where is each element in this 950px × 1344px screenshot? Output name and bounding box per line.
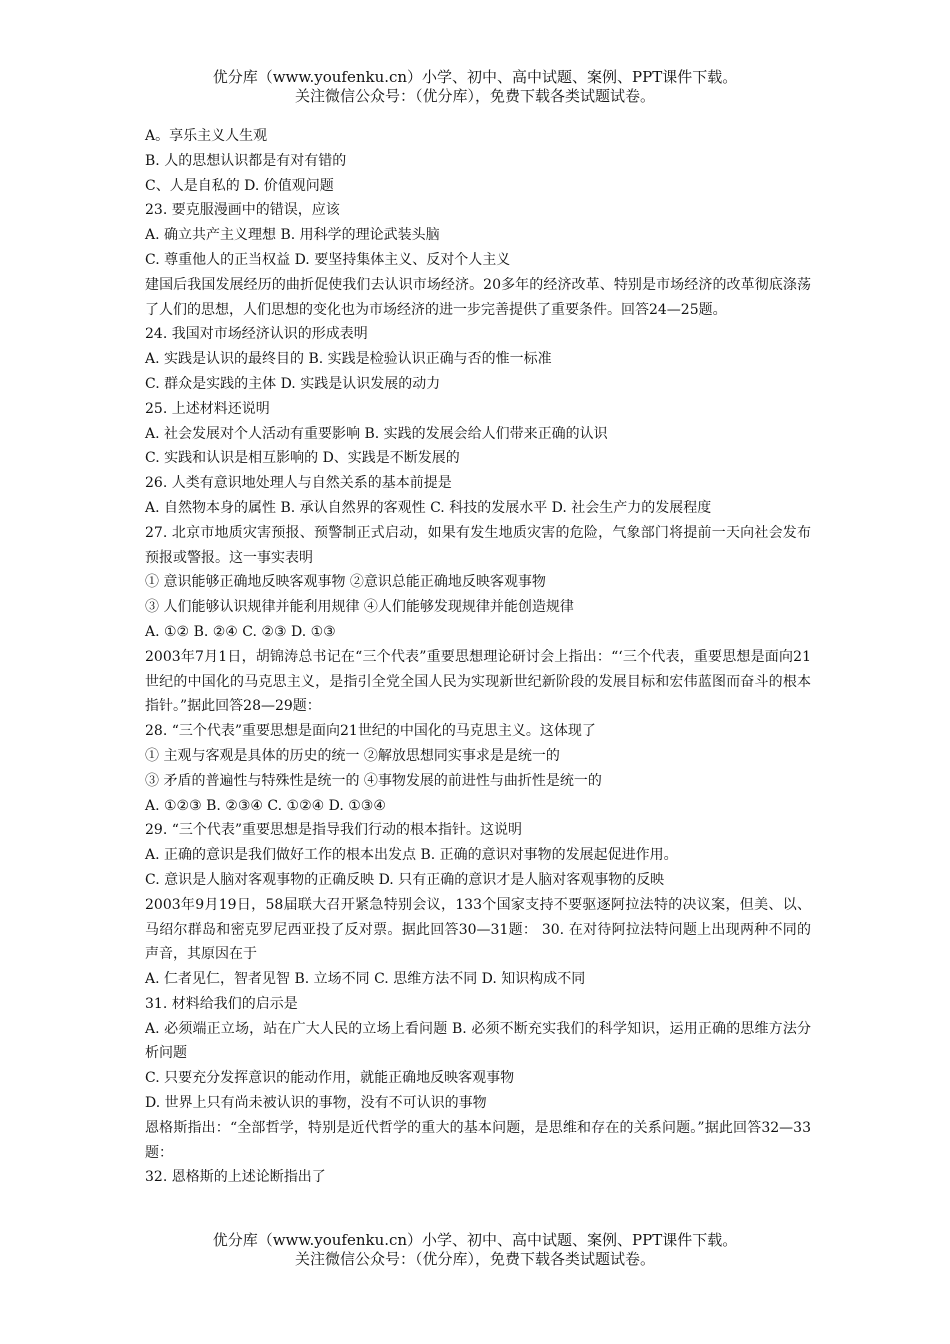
header-line-1: 优分库（www.youfenku.cn）小学、初中、高中试题、案例、PPT课件下载。 bbox=[212, 68, 738, 86]
question-27: 27. 北京市地质灾害预报、预警制正式启动，如果有发生地质灾害的危险，气象部门将提前一天向社会发布预报或警报。这一事实表明 bbox=[145, 524, 811, 566]
question-23: 23. 要克服漫画中的错误，应该 bbox=[145, 202, 340, 219]
text-line: B. 人的思想认识都是有对有错的 bbox=[145, 152, 347, 169]
question-29: 29. “三个代表”重要思想是指导我们行动的根本指针。这说明 bbox=[145, 822, 523, 839]
text-line: C. 实践和认识是相互影响的 D、实践是不断发展的 bbox=[145, 450, 460, 467]
text-line: C. 只要充分发挥意识的能动作用，就能正确地反映客观事物 bbox=[145, 1070, 515, 1087]
question-24: 24. 我国对市场经济认识的形成表明 bbox=[145, 326, 368, 343]
text-line: A. ①② B. ②④ C. ②③ D. ①③ bbox=[145, 623, 336, 640]
question-31: 31. 材料给我们的启示是 bbox=[145, 995, 298, 1012]
material-paragraph: 2003年9月19日，58届联大召开紧急特别会议，133个国家支持不要驱逐阿拉法特的决议案，但美、以、马绍尔群岛和密克罗尼西亚投了反对票。据此回答30—31题： 30. 在对待阿拉法特问题上出现两种不同的声音，其原因在于 bbox=[145, 896, 811, 963]
text-line: ① 意识能够正确地反映客观事物 ②意识总能正确地反映客观事物 bbox=[145, 574, 546, 591]
material-paragraph: 恩格斯指出：“全部哲学，特别是近代哲学的重大的基本问题，是思维和存在的关系问题。”据此回答32—33题： bbox=[145, 1119, 811, 1161]
text-line: ① 主观与客观是具体的历史的统一 ②解放思想同实事求是是统一的 bbox=[145, 747, 560, 764]
text-line: ③ 人们能够认识规律并能利用规律 ④人们能够发现规律并能创造规律 bbox=[145, 599, 574, 616]
material-paragraph: 2003年7月1日，胡锦涛总书记在“三个代表”重要思想理论研讨会上指出：“‘三个代表，重要思想是面向21世纪的中国化的马克思主义，是指引全党全国人民为实现新世纪新阶段的发展目标和宏伟蓝图而奋斗的根本指针。”据此回答28—29题： bbox=[145, 648, 811, 715]
footer-line-1: 优分库（www.youfenku.cn）小学、初中、高中试题、案例、PPT课件下载。 bbox=[212, 1231, 738, 1249]
text-line: A。享乐主义人生观 bbox=[145, 128, 268, 144]
text-line: A. 实践是认识的最终目的 B. 实践是检验认识正确与否的惟一标准 bbox=[145, 351, 552, 368]
text-line: C、人是自私的 D. 价值观问题 bbox=[145, 177, 334, 194]
question-26: 26. 人类有意识地处理人与自然关系的基本前提是 bbox=[145, 475, 452, 492]
text-line: A. 自然物本身的属性 B. 承认自然界的客观性 C. 科技的发展水平 D. 社会生产力的发展程度 bbox=[145, 499, 712, 516]
document-body bbox=[145, 124, 811, 1190]
page-footer bbox=[0, 1231, 950, 1269]
header-line-2: 关注微信公众号：（优分库），免费下载各类试题试卷。 bbox=[294, 87, 655, 105]
question-28: 28. “三个代表”重要思想是面向21世纪的中国化的马克思主义。这体现了 bbox=[145, 723, 596, 740]
text-line: A. ①②③ B. ②③④ C. ①②④ D. ①③④ bbox=[145, 797, 386, 814]
question-32: 32. 恩格斯的上述论断指出了 bbox=[145, 1169, 326, 1186]
text-line: A. 确立共产主义理想 B. 用科学的理论武装头脑 bbox=[145, 227, 440, 244]
text-line: A. 社会发展对个人活动有重要影响 B. 实践的发展会给人们带来正确的认识 bbox=[145, 425, 608, 442]
footer-line-2: 关注微信公众号：（优分库），免费下载各类试题试卷。 bbox=[294, 1250, 655, 1268]
question-25: 25. 上述材料还说明 bbox=[145, 400, 270, 417]
material-paragraph: 建国后我国发展经历的曲折促使我们去认识市场经济。20多年的经济改革、特别是市场经济的改革彻底涤荡了人们的思想，人们思想的变化也为市场经济的进一步完善提供了重要条件。回答24—25题。 bbox=[145, 276, 811, 318]
text-line: A. 仁者见仁，智者见智 B. 立场不同 C. 思维方法不同 D. 知识构成不同 bbox=[145, 971, 586, 988]
text-line: D. 世界上只有尚未被认识的事物，没有不可认识的事物 bbox=[145, 1095, 487, 1112]
text-line: C. 群众是实践的主体 D. 实践是认识发展的动力 bbox=[145, 375, 441, 392]
page-header bbox=[0, 68, 950, 106]
text-line: A. 正确的意识是我们做好工作的根本出发点 B. 正确的意识对事物的发展起促进作用。 bbox=[145, 847, 678, 864]
text-line: C. 尊重他人的正当权益 D. 要坚持集体主义、反对个人主义 bbox=[145, 251, 511, 268]
text-line: A. 必须端正立场，站在广大人民的立场上看问题 B. 必须不断充实我们的科学知识，运用正确的思维方法分析问题 bbox=[145, 1020, 811, 1062]
text-line: C. 意识是人脑对客观事物的正确反映 D. 只有正确的意识才是人脑对客观事物的反映 bbox=[145, 871, 665, 888]
text-line: ③ 矛盾的普遍性与特殊性是统一的 ④事物发展的前进性与曲折性是统一的 bbox=[145, 772, 602, 789]
